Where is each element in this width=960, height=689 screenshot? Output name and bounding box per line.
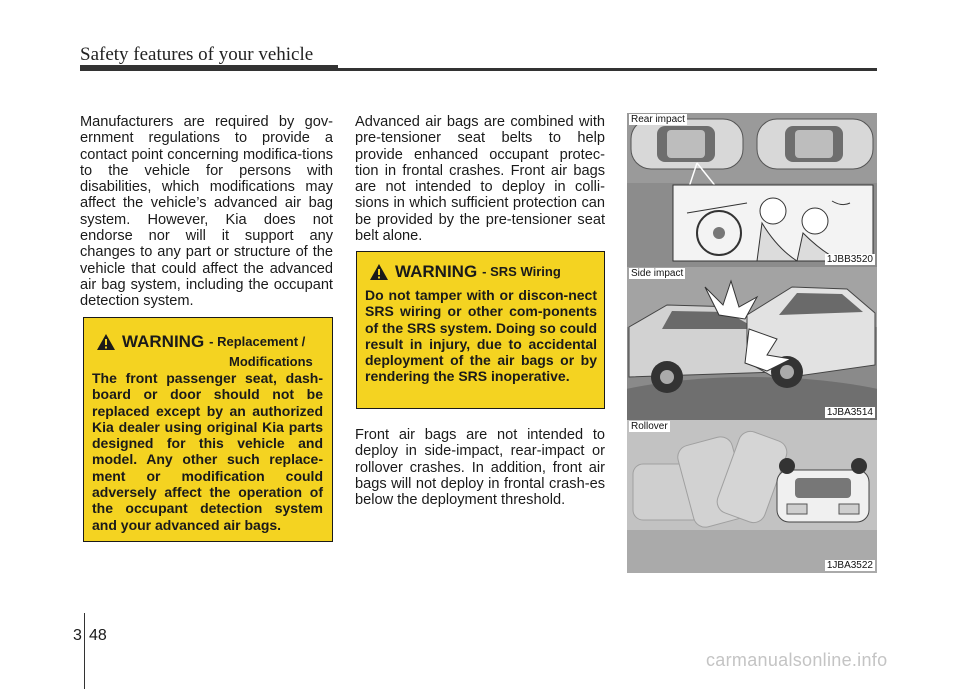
figure-label: Rollover	[631, 421, 668, 432]
figure-label: Side impact	[631, 268, 684, 279]
warning-subtitle: - Replacement /	[209, 334, 306, 349]
figure-rollover	[627, 420, 877, 573]
warning-heading	[369, 262, 561, 282]
footer-divider	[84, 613, 85, 689]
figure-rear-impact	[627, 113, 877, 267]
warning-subtitle-line2: Modifications	[229, 354, 313, 369]
advanced-airbag-paragraph: Advanced air bags are combined with pre-tensioner seat belts to help provide enhanced occupant protec-tion in frontal crashes. Front air bags are not intended to deploy in colli-sions in which sufficient protection can be provided by the pre-tensioner seat belt alone.	[355, 114, 605, 245]
warning-word: WARNING	[395, 262, 478, 281]
figure-code: 1JBB3520	[826, 254, 873, 265]
rear-impact-illustration	[627, 113, 877, 267]
page-number: 48	[89, 627, 107, 644]
figure-side-impact	[627, 267, 877, 420]
figure-label: Rear impact	[631, 114, 685, 125]
figure-code: 1JBA3522	[826, 560, 873, 571]
header-rule	[80, 68, 877, 71]
warning-box-modifications	[83, 317, 333, 542]
modifications-paragraph: Manufacturers are required by gov-ernment regulations to provide a contact point concerning modifica-tions to the vehicle for persons with disabilities, which modifications may affect the vehicle’s advanced air bag system. However, Kia does not endorse nor will it support any changes to any part or structure of the vehicle that could affect the advanced air bag system, including the occupant detection system.	[80, 114, 333, 310]
warning-triangle-icon	[96, 333, 116, 351]
warning-heading	[96, 332, 305, 352]
side-impact-illustration	[627, 267, 877, 420]
warning-box-srs-wiring	[356, 251, 605, 409]
warning-word: WARNING	[122, 332, 205, 351]
figure-code: 1JBA3514	[826, 407, 873, 418]
watermark: carmanualsonline.info	[706, 650, 888, 670]
warning-body: The front passenger seat, dash-board or door should not be replaced except by an authorized Kia dealer using original Kia parts designed for this vehicle and model. Any other such replace-ment or modification could adversely affect the operation of the occupant detection system and your advanced air bags.	[92, 370, 323, 533]
warning-subtitle: - SRS Wiring	[482, 264, 561, 279]
deployment-paragraph: Front air bags are not intended to deploy in side-impact, rear-impact or rollover crashes. In addition, front air bags will not deploy in frontal crash-es below the deployment threshold.	[355, 427, 605, 509]
rollover-illustration	[627, 420, 877, 573]
section-number: 3	[73, 627, 82, 644]
page-title: Safety features of your vehicle	[80, 44, 314, 65]
warning-body: Do not tamper with or discon-nect SRS wiring or other com-ponents of the SRS system. Doing so could result in injury, due to accidental deployment of the air bags or by rendering the SRS inoperative.	[365, 287, 597, 385]
warning-triangle-icon	[369, 263, 389, 281]
